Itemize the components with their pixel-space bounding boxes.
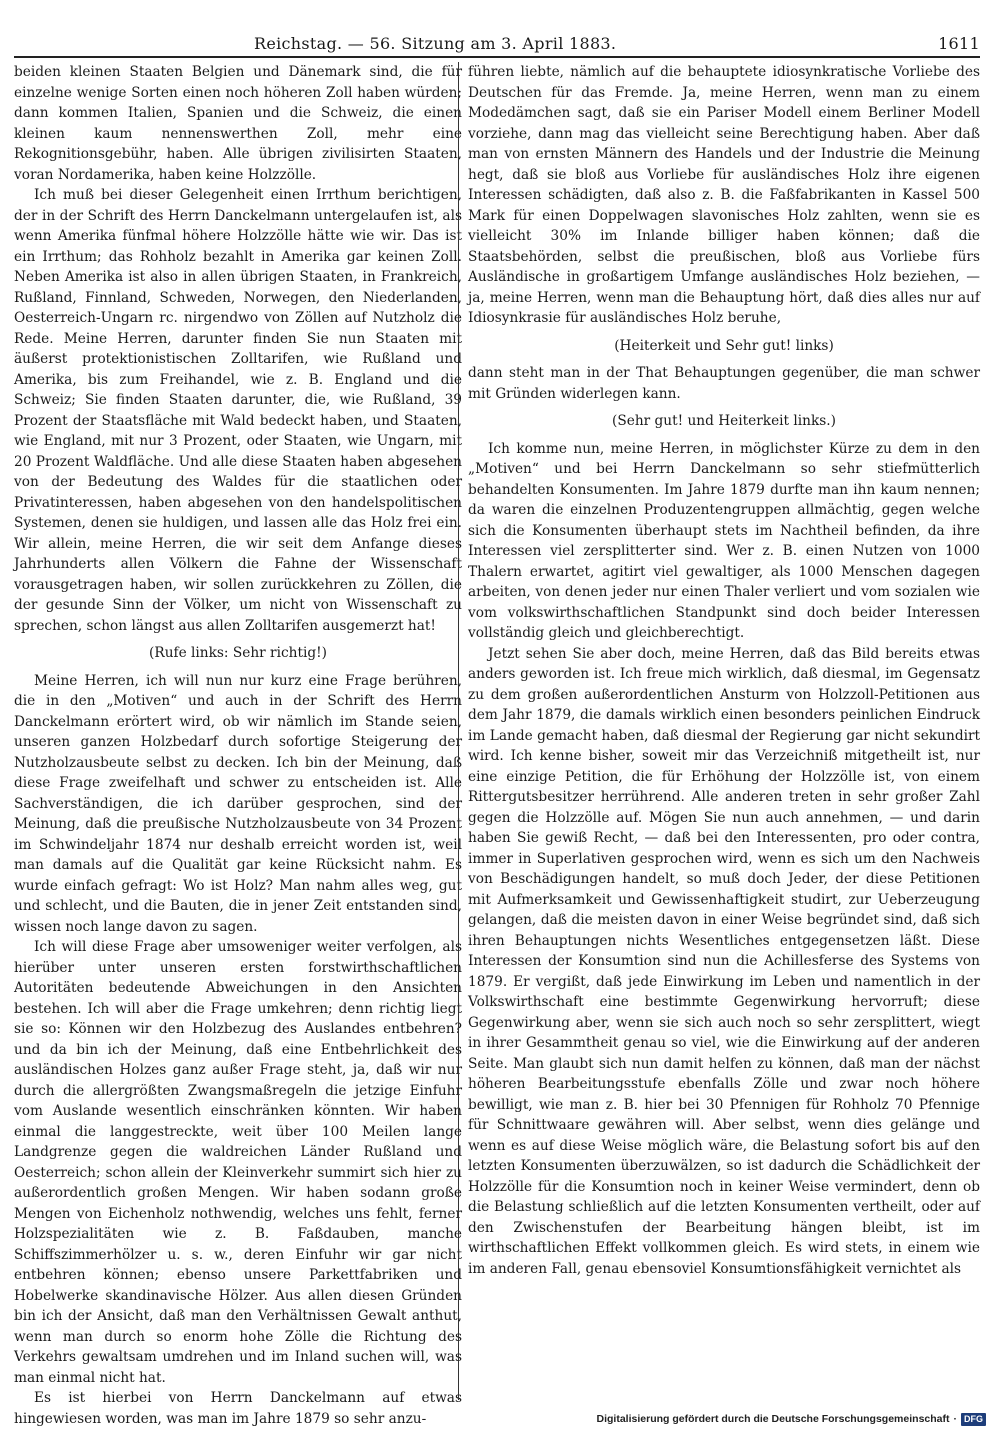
paragraph: Ich komme nun, meine Herren, in möglichster Kürze zu dem in den „Motiven“ und bei Herrn Danckelmann so sehr stiefmütterlich behandelten Konsumenten. Im Jahre 1879 durfte man ihn kaum nennen; da waren die einzelnen Produzentengruppen allmächtig, gegen welche sich die Konsumenten überhaupt stets im Nachtheil befinden, da ihre Interessen viel zersplitterter sind. Wer z. B. einen Nutzen von 1000 Thalern erwartet, agitirt viel gewaltiger, als 1000 Menschen dagegen arbeiten, von denen jeder nur einen Thaler verliert und vom sozialen wie vom volkswirthschaftlichen Standpunkt sind doch beider Interessen vollständig gleich und gleichberechtigt. <box>468 440 980 641</box>
page-header <box>14 30 980 56</box>
paragraph: Ich muß bei dieser Gelegenheit einen Irrthum berichtigen, der in der Schrift des Herrn Danckelmann untergelaufen ist, als wenn Amerika fünfmal höhere Holzzölle hätte wie wir. Das ist ein Irrthum; das Rohholz bezahlt in Amerika gar keinen Zoll. Neben Amerika ist also in allen übrigen Staaten, in Frankreich, Rußland, Finnland, Schweden, Norwegen, den Niederlanden, Oesterreich-Ungarn rc. nirgendwo von Zöllen auf Nutzholz die Rede. Meine Herren, darunter finden Sie nun Staaten mit äußerst protektionistischen Zolltarifen, wie Rußland und Amerika, bis zum Freihandel, wie z. B. England und die Schweiz; Sie finden Staaten darunter, die, wie Rußland, 39 Prozent der Staatsfläche mit Wald bedeckt haben, und Staaten, wie England, mit nur 3 Prozent, oder Staaten, wie Ungarn, mit 20 Prozent Waldfläche. Und alle diese Staaten haben abgesehen von der Bedeutung des Waldes für die staatlichen oder Privatinteressen, haben abgesehen von den handelspolitischen Systemen, denen sie huldigen, und lassen alle das Holz frei ein. Wir allein, meine Herren, die wir seit dem Anfange dieses Jahrhunderts allen Völkern die Fahne der Wissenschaft vorausgetragen haben, wir sollen zurückkehren zu Zöllen, die der gesunde Sinn der Völker, um nicht von Wissenschaft zu sprechen, schon längst aus allen Zolltarifen ausgemerzt hat! <box>14 187 462 634</box>
paragraph: führen liebte, nämlich auf die behauptete idiosynkratische Vorliebe des Deutschen für das Fremde. Ja, meine Herren, wenn man zu einem Modedämchen sagt, daß sie ein Pariser Modell einem Berliner Modell vorziehe, dann mag das vielleicht seine Berechtigung haben. Aber daß man von ernsten Männern des Handels und der Industrie die Meinung hegt, daß sie bloß aus Vorliebe für ausländisches Holz ihre eigenen Interessen schädigten, daß also z. B. die Faßfabrikanten in Kassel 500 Mark für einen Doppelwagen slavonisches Holz zahlten, wenn sie es vielleicht 30% im Inlande billiger haben können; daß die Staatsbehörden, selbst die preußischen, bloß aus Vorliebe fürs Ausländische in großartigem Umfange ausländisches Holz beziehen, — ja, meine Herren, wenn man die Behauptung hört, daß dies alles nur auf Idiosynkrasie für ausländisches Holz beruhe, <box>468 64 980 326</box>
dfg-logo: DFG <box>961 1413 986 1426</box>
left-column <box>14 62 462 1427</box>
paragraph: Ich will diese Frage aber umsoweniger weiter verfolgen, als hierüber unter unseren ersten forstwirthschaftlichen Autoritäten bedeutende Abweichungen in den Ansichten bestehen. Ich will aber die Frage umkehren; denn richtig liegt sie so: Können wir den Holzbezug des Auslandes entbehren? und da bin ich der Meinung, daß eine Entbehrlichkeit des ausländischen Holzes ganz außer Frage steht, ja, daß wir nur durch die allergrößten Zwangsmaßregeln die jetzige Einfuhr vom Auslande wesentlich einschränken könnten. Wir haben einmal die langgestreckte, weit über 100 Meilen lange Landgrenze gegen die waldreichen Länder Rußland und Oesterreich; schon allein der Kleinverkehr summirt sich hier zu außerordentlich großen Mengen. Wir haben sodann große Mengen von Eichenholz nothwendig, welches uns fehlt, ferner Holzspezialitäten wie z. B. Faßdauben, manche Schiffszimmerhölzer u. s. w., deren Einfuhr wir gar nicht entbehren können; ebenso unsere Parkettfabriken und Hobelwerke skandinavische Hölzer. Aus allen diesen Gründen bin ich der Ansicht, daß man den Verhältnissen Gewalt anthut, wenn man durch so enorm hohe Zölle die Richtung des Verkehrs gewaltsam umdrehen und im Inland suchen will, was man einmal nicht hat. <box>14 939 462 1386</box>
page-title: Reichstag. — 56. Sitzung am 3. April 1883. <box>254 34 617 53</box>
interjection: (Rufe links: Sehr richtig!) <box>149 645 327 661</box>
right-column <box>468 62 980 1400</box>
paragraph: beiden kleinen Staaten Belgien und Dänemark sind, die für einzelne wenige Sorten einen noch höheren Zoll haben würden; dann kommen Italien, Spanien und die Schweiz, die einen kleinen kaum nennenswerthen Zoll, mehr eine Rekognitionsgebühr, haben. Alle übrigen zivilisirten Staaten, voran Nordamerika, haben keine Holzzölle. <box>14 64 462 183</box>
paragraph: Jetzt sehen Sie aber doch, meine Herren, daß das Bild bereits etwas anders geworden ist. Ich freue mich wirklich, daß diesmal, im Gegensatz zu dem großen außerordentlichen Ansturm von Holzzoll-Petitionen aus dem Jahr 1879, die damals wirklich einen besonders peinlichen Eindruck im Lande gemacht haben, daß diesmal der Regierung gar nicht sekundirt wird. Ich kenne bisher, soweit mir das Verzeichniß mitgetheilt ist, nur eine einzige Petition, die für Erhöhung der Holzzölle ist, von einem Rittergutsbesitzer herrührend. Alle anderen treten in sehr großer Zahl gegen die Holzzölle auf. Mögen Sie nun auch annehmen, — und darin haben Sie gewiß Recht, — daß bei den Interessenten, pro oder contra, immer in Superlativen gesprochen wird, wenn es sich um den Nachweis von Beschädigungen handelt, so muß doch Jeder, der diese Petitionen mit Aufmerksamkeit und Gewissenhaftigkeit studirt, zur Ueberzeugung gelangen, daß die meisten davon in einer Weise begründet sind, daß sich ihren Behauptungen nichts Wesentliches entgegensetzen läßt. Diese Interessen der Konsumtion sind nun die Achillesferse des Systems von 1879. Er vergißt, daß jede Einwirkung im Leben und namentlich in der Volkswirthschaft eine bestimmte Gegenwirkung hervorruft; diese Gegenwirkung aber, wenn sie sich auch noch so sehr zersplittert, wiegt in ihrer Gesammtheit genau so viel, wie die Einwirkung auf der anderen Seite. Man glaubt sich nun damit helfen zu können, daß man der nächst höheren Bearbeitungsstufe ebenfalls Zölle und zwar noch höhere bewilligt, wie man z. B. hier bei 30 Pfennigen für Rohholz 70 Pfennige für Schnittwaare gewähren will. Aber selbst, wenn dies gelänge und wenn es auf diese Weise möglich wäre, die Belastung sofort bis auf den letzten Konsumenten überzuwälzen, so ist dadurch die Schädlichkeit der Holzzölle für die Konsumtion noch in keiner Weise vermindert, denn ob die Belastung schließlich auf die letzten Konsumenten vertheilt, oder auf den Zwischenstufen der Bearbeitung hängen bleibt, ist im wirthschaftlichen Effekt vollkommen gleich. Es wird stets, in einem wie im anderen Fall, genau ebensoviel Konsumtionsfähigkeit vernichtet als <box>468 645 980 1277</box>
interjection: (Heiterkeit und Sehr gut! links) <box>614 337 834 354</box>
column-divider <box>458 62 459 1400</box>
paragraph: Meine Herren, ich will nun nur kurz eine Frage berühren, die in den „Motiven“ und auch in der Schrift des Herrn Danckelmann erörtert wird, ob wir nämlich im Stande seien, unseren ganzen Holzbedarf durch sofortige Steigerung der Nutzholzausbeute selbst zu decken. Ich bin der Meinung, daß diese Frage zweifelhaft und schwer zu entscheiden ist. Alle Sachverständigen, die ich darüber gesprochen, sind der Meinung, daß die preußische Nutzholzausbeute von 34 Prozent im Schwindeljahr 1874 nur deshalb erreicht worden ist, weil man damals auf die Qualität gar keine Rücksicht nahm. Es wurde einfach gefragt: Wo ist Holz? Man nahm alles weg, gut und schlecht, und die Bauten, die in jener Zeit entstanden sind, wissen noch lange davon zu sagen. <box>14 672 462 935</box>
page-number: 1611 <box>938 34 980 53</box>
credit-text: Digitalisierung gefördert durch die Deutsche Forschungsgemeinschaft <box>596 1413 950 1425</box>
header-divider <box>14 56 980 58</box>
paragraph: dann steht man in der That Behauptungen gegenüber, die man schwer mit Gründen widerlegen kann. <box>468 365 980 402</box>
digitization-credit <box>597 1412 986 1426</box>
paragraph: Es ist hierbei von Herrn Danckelmann auf etwas hingewiesen worden, was man im Jahre 1879 so sehr anzu- <box>14 1390 462 1427</box>
separator-dot: · <box>953 1413 957 1425</box>
interjection: (Sehr gut! und Heiterkeit links.) <box>612 413 836 429</box>
